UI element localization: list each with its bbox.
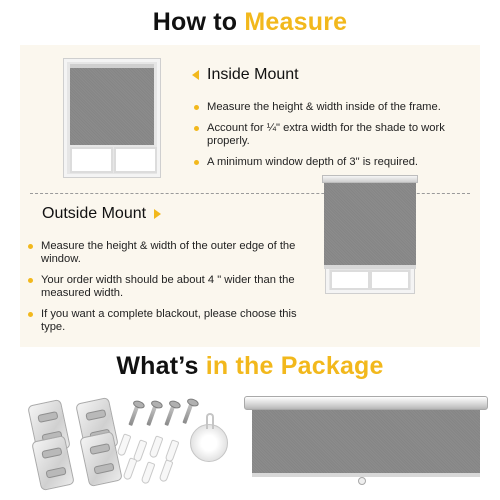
inside-mount-heading	[192, 66, 299, 84]
wall-anchor-icon	[140, 461, 155, 484]
list-item: Your order width should be about 4 " wider than the measured width.	[28, 274, 318, 300]
bullet-dot-icon	[194, 160, 199, 165]
bullet-dot-icon	[194, 105, 199, 110]
list-item: Account for ¼" extra width for the shade to work properly.	[194, 122, 469, 148]
pull-handle-icon	[358, 477, 366, 485]
window-pane	[70, 147, 113, 173]
wall-anchor-icon	[116, 433, 131, 456]
bracket-slot	[37, 411, 58, 423]
bracket-slot	[41, 447, 62, 459]
shade-headrail	[70, 64, 154, 68]
cleat-hook	[206, 413, 214, 429]
inside-mount-list	[194, 101, 469, 177]
title-prefix: How to	[152, 8, 245, 36]
bracket-slot	[45, 467, 66, 479]
whats-in-package-title	[0, 352, 500, 381]
shade-fabric	[252, 410, 480, 474]
shade-bottom-bar	[252, 473, 480, 477]
list-item: If you want a complete blackout, please choose this type.	[28, 308, 318, 334]
bullet-dot-icon	[28, 312, 33, 317]
bracket-slot	[93, 463, 114, 475]
how-to-measure-title	[0, 8, 500, 37]
wall-anchor-icon	[158, 459, 173, 482]
bracket-slot	[85, 409, 106, 421]
screw-icon	[164, 404, 175, 426]
shade-headrail	[244, 396, 488, 410]
list-item: A minimum window depth of 3" is required.	[194, 156, 469, 169]
shade-fabric	[324, 183, 416, 267]
shade-bottom-bar	[324, 265, 416, 269]
outside-mount-heading-text: Outside Mount	[42, 205, 147, 222]
bullet-dot-icon	[28, 244, 33, 249]
outside-mount-window-illustration	[322, 175, 418, 295]
outside-mount-heading	[42, 205, 161, 223]
title-accent: Measure	[244, 8, 348, 36]
title-accent: in the Package	[205, 352, 384, 380]
wall-anchor-icon	[148, 435, 163, 458]
window-pane	[330, 270, 370, 290]
inside-mount-window-illustration	[64, 59, 160, 177]
bullet-dot-icon	[194, 126, 199, 131]
wall-anchor-icon	[122, 457, 137, 480]
safety-cleat-icon	[190, 424, 228, 462]
bracket-slot	[89, 443, 110, 455]
bullet-dot-icon	[28, 278, 33, 283]
outside-mount-list	[28, 240, 318, 342]
triangle-left-icon	[192, 70, 199, 80]
list-item: Measure the height & width inside of the frame.	[194, 101, 469, 114]
screw-icon	[146, 404, 157, 426]
window-pane	[370, 270, 410, 290]
list-item: Measure the height & width of the outer edge of the window.	[28, 240, 318, 266]
screw-icon	[182, 402, 193, 424]
screw-icon	[128, 404, 139, 426]
shade-headrail	[322, 175, 418, 183]
title-prefix: What’s	[116, 352, 206, 380]
shade-fabric	[70, 65, 154, 145]
triangle-right-icon	[154, 209, 161, 219]
roller-shade-product-illustration	[244, 396, 488, 494]
inside-mount-heading-text: Inside Mount	[207, 66, 299, 83]
window-pane	[114, 147, 157, 173]
